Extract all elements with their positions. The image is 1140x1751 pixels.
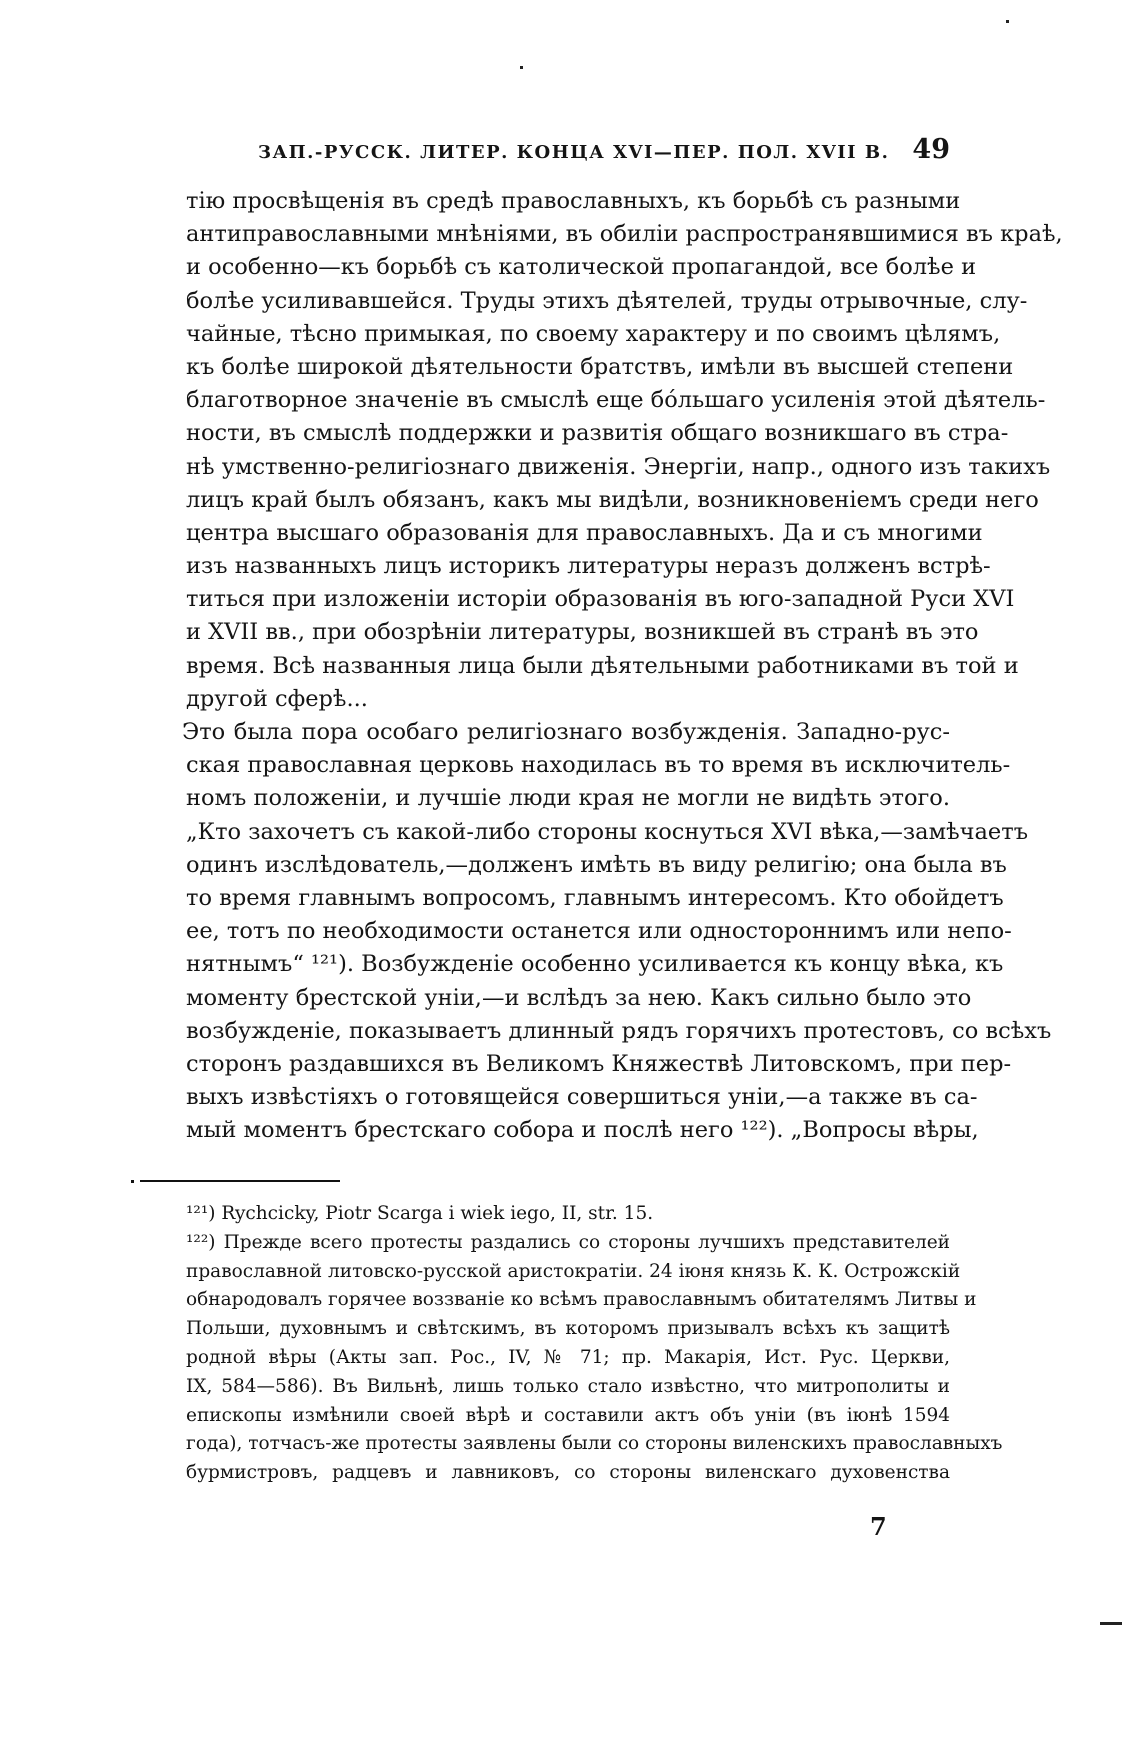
- text-line: то время главнымъ вопросомъ, главнымъ интересомъ. Кто обойдетъ: [186, 884, 1004, 911]
- text-line: „Кто захочетъ съ какой-либо стороны коснуться XVI вѣка,—замѣчаетъ: [186, 818, 1029, 845]
- text-line: ее, тотъ по необходимости останется или одностороннимъ или непо-: [186, 918, 1012, 945]
- text-line: къ болѣе широкой дѣятельности братствъ, имѣли въ высшей степени: [186, 353, 1014, 380]
- footnote-122-line: обнародовалъ горячее воззваніе ко всѣмъ православнымъ обитателямъ Литвы и: [186, 1289, 977, 1311]
- text-line: центра высшаго образованія для православныхъ. Да и съ многими: [186, 519, 983, 546]
- text-line: номъ положеніи, и лучшіе люди края не могли не видѣть этого.: [186, 785, 950, 812]
- text-line: лицъ край былъ обязанъ, какъ мы видѣли, возникновеніемъ среди него: [186, 486, 1039, 513]
- footnote-121: ¹²¹) Rychcicky, Piotr Scarga i wiek iego, II, str. 15.: [186, 1203, 654, 1224]
- text-line: болѣе усиливавшейся. Труды этихъ дѣятелей, труды отрывочные, слу-: [186, 287, 1028, 314]
- text-line: титься при изложеніи исторіи образованія въ юго-западной Руси XVI: [186, 586, 1015, 613]
- text-line: выхъ извѣстіяхъ о готовящейся совершиться уніи,—а также въ са-: [186, 1084, 978, 1111]
- footnote-rule: [140, 1180, 340, 1182]
- running-head: ЗАП.-РУССК. ЛИТЕР. КОНЦА XVI—ПЕР. ПОЛ. XVII В.: [258, 142, 890, 163]
- footnote-122-line: родной вѣры (Акты зап. Рос., IV, № 71; пр. Макарія, Ист. Рус. Церкви,: [186, 1346, 950, 1368]
- page-number: 49: [912, 134, 950, 165]
- footnote-122-line: года), тотчасъ-же протесты заявлены были со стороны виленскихъ православныхъ: [186, 1433, 1003, 1455]
- print-speck: [520, 66, 523, 69]
- footnotes: [186, 1200, 1003, 1488]
- print-speck: [1006, 20, 1009, 23]
- text-line: сторонъ раздавшихся въ Великомъ Княжествѣ Литовскомъ, при пер-: [186, 1050, 1012, 1077]
- text-line: другой сферѣ...: [186, 685, 368, 712]
- text-line: время. Всѣ названныя лица были дѣятельными работниками въ той и: [186, 652, 1019, 679]
- text-line: чайные, тѣсно примыкая, по своему характеру и по своимъ цѣлямъ,: [186, 320, 1001, 347]
- text-line: ская православная церковь находилась въ то время въ исключитель-: [186, 752, 1011, 779]
- text-line-content: Это была пора особаго религіознаго возбужденія. Западно-рус-: [182, 719, 950, 745]
- text-line: нѣ умственно-религіознаго движенія. Энергіи, напр., одного изъ такихъ: [186, 453, 1051, 480]
- signature-mark: 7: [870, 1512, 887, 1541]
- text-line: мый моментъ брестскаго собора и послѣ него ¹²²). „Вопросы вѣры,: [186, 1117, 979, 1144]
- text-line: ности, въ смыслѣ поддержки и развитія общаго возникшаго въ стра-: [186, 420, 1009, 447]
- footnote-122-line: бурмистровъ, радцевъ и лавниковъ, со стороны виленскаго духовенства: [186, 1462, 950, 1484]
- footnote-122-line: православной литовско-русской аристократіи. 24 іюня князь К. К. Острожскій: [186, 1260, 961, 1282]
- footnote-rule-dot: [131, 1180, 134, 1183]
- text-line: изъ названныхъ лицъ историкъ литературы неразъ долженъ встрѣ-: [186, 553, 991, 580]
- footnote-122-line: IX, 584—586). Въ Вильнѣ, лишь только стало извѣстно, что митрополиты и: [186, 1375, 950, 1397]
- text-line: и особенно—къ борьбѣ съ католической пропагандой, все болѣе и: [186, 254, 977, 281]
- text-line: возбужденіе, показываетъ длинный рядъ горячихъ протестовъ, со всѣхъ: [186, 1017, 1052, 1044]
- paragraph-start-line: [182, 716, 950, 749]
- print-speck: [1100, 1622, 1122, 1625]
- text-line: нятнымъ“ ¹²¹). Возбужденіе особенно усиливается къ концу вѣка, къ: [186, 951, 1004, 978]
- text-line: тію просвѣщенія въ средѣ православныхъ, къ борьбѣ съ разными: [186, 188, 961, 214]
- text-line: благотворное значеніе въ смыслѣ еще бóльшаго усиленія этой дѣятель-: [186, 387, 1046, 414]
- text-line: антиправославными мнѣніями, въ обиліи распространявшимися въ краѣ,: [186, 221, 1063, 248]
- footnote-122-line: ¹²²) Прежде всего протесты раздались со стороны лучшихъ представителей: [186, 1231, 950, 1253]
- footnote-122-line: епископы измѣнили своей вѣрѣ и составили актъ объ уніи (въ іюнѣ 1594: [186, 1404, 950, 1426]
- main-text: [182, 185, 1063, 1147]
- text-line: моменту брестской уніи,—и вслѣдъ за нею. Какъ сильно было это: [186, 984, 972, 1011]
- text-line: одинъ изслѣдователь,—долженъ имѣть въ виду религію; она была въ: [186, 851, 1007, 878]
- footnote-122-line: Польши, духовнымъ и свѣтскимъ, въ которомъ призывалъ всѣхъ къ защитѣ: [186, 1318, 950, 1340]
- page-header: [258, 134, 950, 170]
- text-line: и XVII вв., при обозрѣніи литературы, возникшей въ странѣ въ это: [186, 619, 979, 646]
